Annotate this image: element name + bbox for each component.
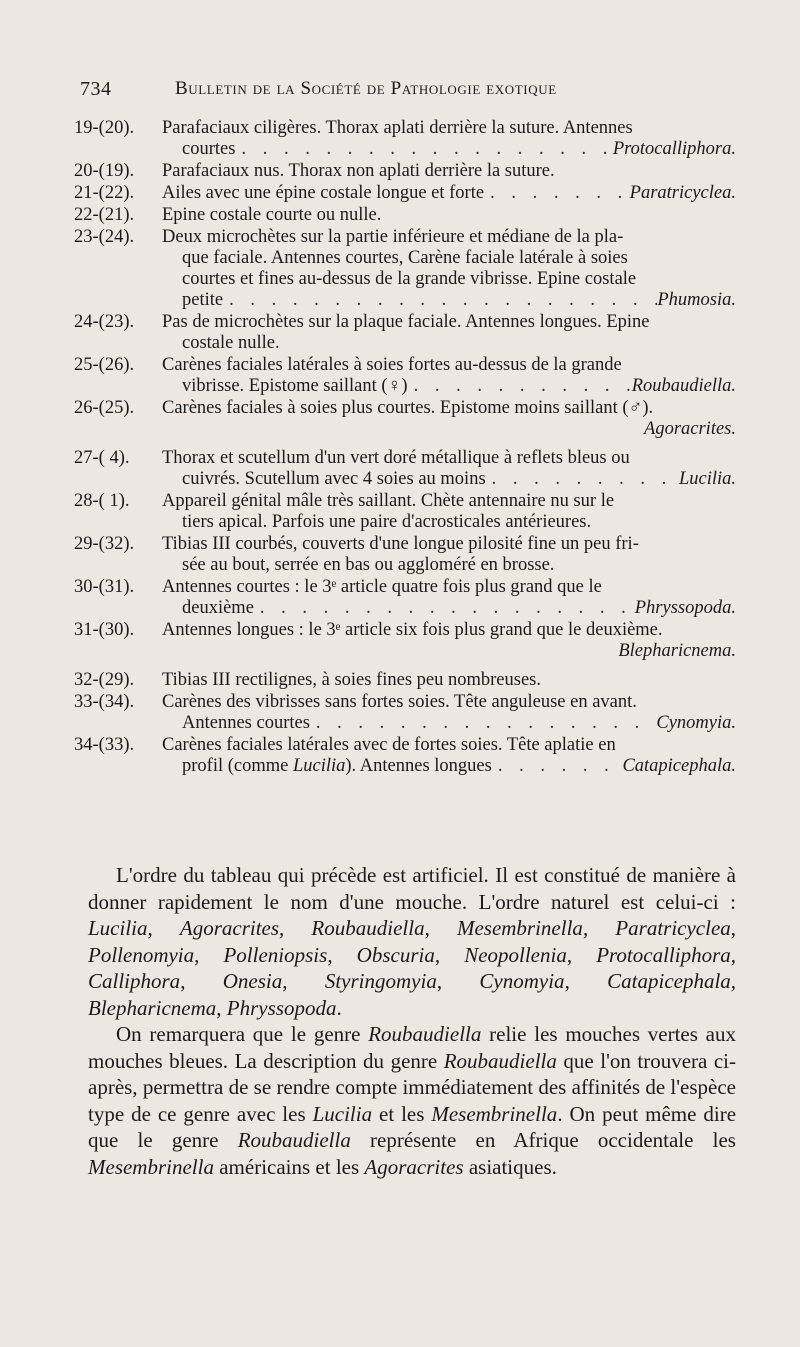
leader-dots: [310, 713, 656, 734]
couplet-text: [162, 183, 764, 204]
couplet-text: [162, 491, 764, 533]
couplet-line: Epine costale courte ou nulle.: [162, 205, 382, 225]
couplet-number: 25-(26).: [74, 355, 135, 375]
couplet-line: costale nulle.: [182, 333, 280, 353]
taxon-name: Phryssopoda.: [634, 598, 736, 618]
couplet-line: Carènes faciales à soies plus courtes. Epistome moins saillant (♂).: [162, 398, 654, 418]
couplet-text: [162, 534, 764, 576]
couplet-line: courtes et fines au-dessus de la grande vibrisse. Epine costale: [182, 269, 637, 289]
couplet-line: Carènes des vibrisses sans fortes soies. Tête anguleuse en avant.: [162, 692, 637, 712]
couplet-line: Parafaciaux nus. Thorax non aplati derrière la suture.: [162, 161, 555, 181]
key-entry: [74, 692, 764, 734]
taxon-name: Cynomyia.: [656, 713, 736, 733]
key-entry: [74, 620, 764, 662]
couplet-lead-text: profil (comme Lucilia). Antennes longues: [182, 756, 492, 776]
couplet-line: que faciale. Antennes courtes, Carène faciale latérale à soies: [182, 248, 628, 268]
taxon-name: Protocalliphora.: [612, 139, 736, 159]
taxon-name: Roubaudiella.: [631, 376, 736, 396]
couplet-text: [162, 398, 764, 440]
couplet-text: [162, 670, 764, 691]
couplet-lead-text: courtes: [182, 139, 236, 159]
couplet-line: Deux microchètes sur la partie inférieure et médiane de la pla-: [162, 227, 624, 247]
couplet-line: Appareil génital mâle très saillant. Chète antennaire nu sur le: [162, 491, 615, 511]
taxon-name: Phumosia.: [657, 290, 736, 310]
couplet-lead-text: vibrisse. Epistome saillant (♀): [182, 376, 408, 396]
couplet-lead-line: [162, 290, 764, 311]
couplet-number: 31-(30).: [74, 620, 135, 640]
couplet-text: [162, 735, 764, 777]
key-entry: [74, 735, 764, 777]
couplet-line: Thorax et scutellum d'un vert doré métallique à reflets bleus ou: [162, 448, 630, 468]
key-entry: [74, 398, 764, 440]
couplet-text: [162, 205, 764, 226]
couplet-line: Antennes longues : le 3ᵉ article six fois plus grand que le deuxième.: [162, 620, 663, 640]
leader-dots: [408, 376, 632, 397]
couplet-number: 33-(34).: [74, 692, 135, 712]
couplet-lead-text: cuivrés. Scutellum avec 4 soies au moins: [182, 469, 486, 489]
key-entry: [74, 118, 764, 160]
couplet-text: [162, 577, 764, 619]
couplet-text: [162, 118, 764, 160]
couplet-lead-line: [162, 713, 764, 734]
couplet-number: 32-(29).: [74, 670, 135, 690]
couplet-line: tiers apical. Parfois une paire d'acrosticales antérieures.: [182, 512, 592, 532]
couplet-number: 34-(33).: [74, 735, 135, 755]
key-entry: [74, 491, 764, 533]
couplet-lead-text: petite: [182, 290, 224, 310]
couplet-lead-line: [162, 598, 764, 619]
page-number: 734: [80, 78, 112, 100]
couplet-line: Parafaciaux ciligères. Thorax aplati derrière la suture. Antennes: [162, 118, 633, 138]
key-entry: [74, 205, 764, 226]
taxon-name: Blepharicnema.: [618, 641, 736, 661]
couplet-number: 19-(20).: [74, 118, 135, 138]
couplet-number: 26-(25).: [74, 398, 135, 418]
identification-key: [74, 118, 764, 778]
couplet-text: [162, 227, 764, 311]
key-entry: [74, 227, 764, 311]
couplet-lead-text: Antennes courtes: [182, 713, 310, 733]
page-header: [80, 78, 760, 108]
couplet-number: 29-(32).: [74, 534, 135, 554]
taxon-name: Lucilia.: [678, 469, 736, 489]
key-entry: [74, 355, 764, 397]
key-entry: [74, 670, 764, 691]
paragraph-1: L'ordre du tableau qui précède est artificiel. Il est constitué de manière à donner rapidement le nom d'une mouche. L'ordre naturel est celui-ci : Lucilia, Agoracrites, Roubaudiella, Mesembrinella, Paratricyclea, Pollenomyia, Polleniopsis, Obscuria, Neopollenia, Protocalliphora, Calliphora, Onesia, Styringomyia, Cynomyia, Catapicephala, Blepharicnema, Phryssopoda.: [88, 863, 737, 1020]
couplet-line: Antennes courtes : le 3ᵉ article quatre fois plus grand que le: [162, 577, 602, 597]
leader-dots: [223, 290, 657, 311]
couplet-line: sée au bout, serrée en bas ou aggloméré en brosse.: [182, 555, 555, 575]
taxon-name: Agoracrites.: [644, 419, 736, 439]
couplet-lead-line: [162, 183, 764, 204]
couplet-line: Carènes faciales latérales à soies fortes au-dessus de la grande: [162, 355, 622, 375]
couplet-line: Carènes faciales latérales avec de fortes soies. Tête aplatie en: [162, 735, 616, 755]
running-title: Bulletin de la Société de Pathologie exotique: [175, 78, 557, 99]
couplet-text: [162, 692, 764, 734]
couplet-text: [162, 161, 764, 182]
couplet-line: Tibias III courbés, couverts d'une longue pilosité fine un peu fri-: [162, 534, 639, 554]
paragraph-2: On remarquera que le genre Roubaudiella relie les mouches vertes aux mouches bleues. La description du genre Roubaudiella que l'on trouvera ci-après, permettra de se rendre compte immédiatement des affinités de l'espèce type de ce genre avec les Lucilia et les Mesembrinella. On peut même dire que le genre Roubaudiella représente en Afrique occidentale les Mesembrinella américains et les Agoracrites asiatiques.: [88, 1022, 737, 1179]
key-entry: [74, 183, 764, 204]
body-text: [88, 862, 736, 1180]
couplet-number: 22-(21).: [74, 205, 135, 225]
taxon-name: Catapicephala.: [622, 756, 736, 776]
couplet-number: 30-(31).: [74, 577, 135, 597]
couplet-number: 28-( 1).: [74, 491, 130, 511]
leader-dots: [235, 139, 612, 160]
couplet-number: 23-(24).: [74, 227, 135, 247]
key-entry: [74, 448, 764, 490]
couplet-lead-line: [162, 756, 764, 777]
couplet-line: Tibias III rectilignes, à soies fines peu nombreuses.: [162, 670, 542, 690]
key-entry: [74, 534, 764, 576]
leader-dots: [254, 598, 635, 619]
leader-dots: [484, 183, 630, 204]
couplet-line: Pas de microchètes sur la plaque faciale. Antennes longues. Epine: [162, 312, 650, 332]
couplet-number: 21-(22).: [74, 183, 135, 203]
couplet-text: [162, 620, 764, 662]
key-entry: [74, 312, 764, 354]
leader-dots: [492, 756, 623, 777]
key-entry: [74, 161, 764, 182]
couplet-text: [162, 312, 764, 354]
couplet-lead-text: Ailes avec une épine costale longue et forte: [162, 183, 485, 203]
couplet-lead-line: [162, 376, 764, 397]
couplet-lead-text: deuxième: [182, 598, 254, 618]
couplet-number: 24-(23).: [74, 312, 135, 332]
couplet-lead-line: [162, 469, 764, 490]
taxon-name: Paratricyclea.: [629, 183, 736, 203]
couplet-text: [162, 355, 764, 397]
key-entry: [74, 577, 764, 619]
couplet-number: 27-( 4).: [74, 448, 130, 468]
couplet-text: [162, 448, 764, 490]
leader-dots: [486, 469, 679, 490]
couplet-lead-line: [162, 139, 764, 160]
couplet-number: 20-(19).: [74, 161, 135, 181]
